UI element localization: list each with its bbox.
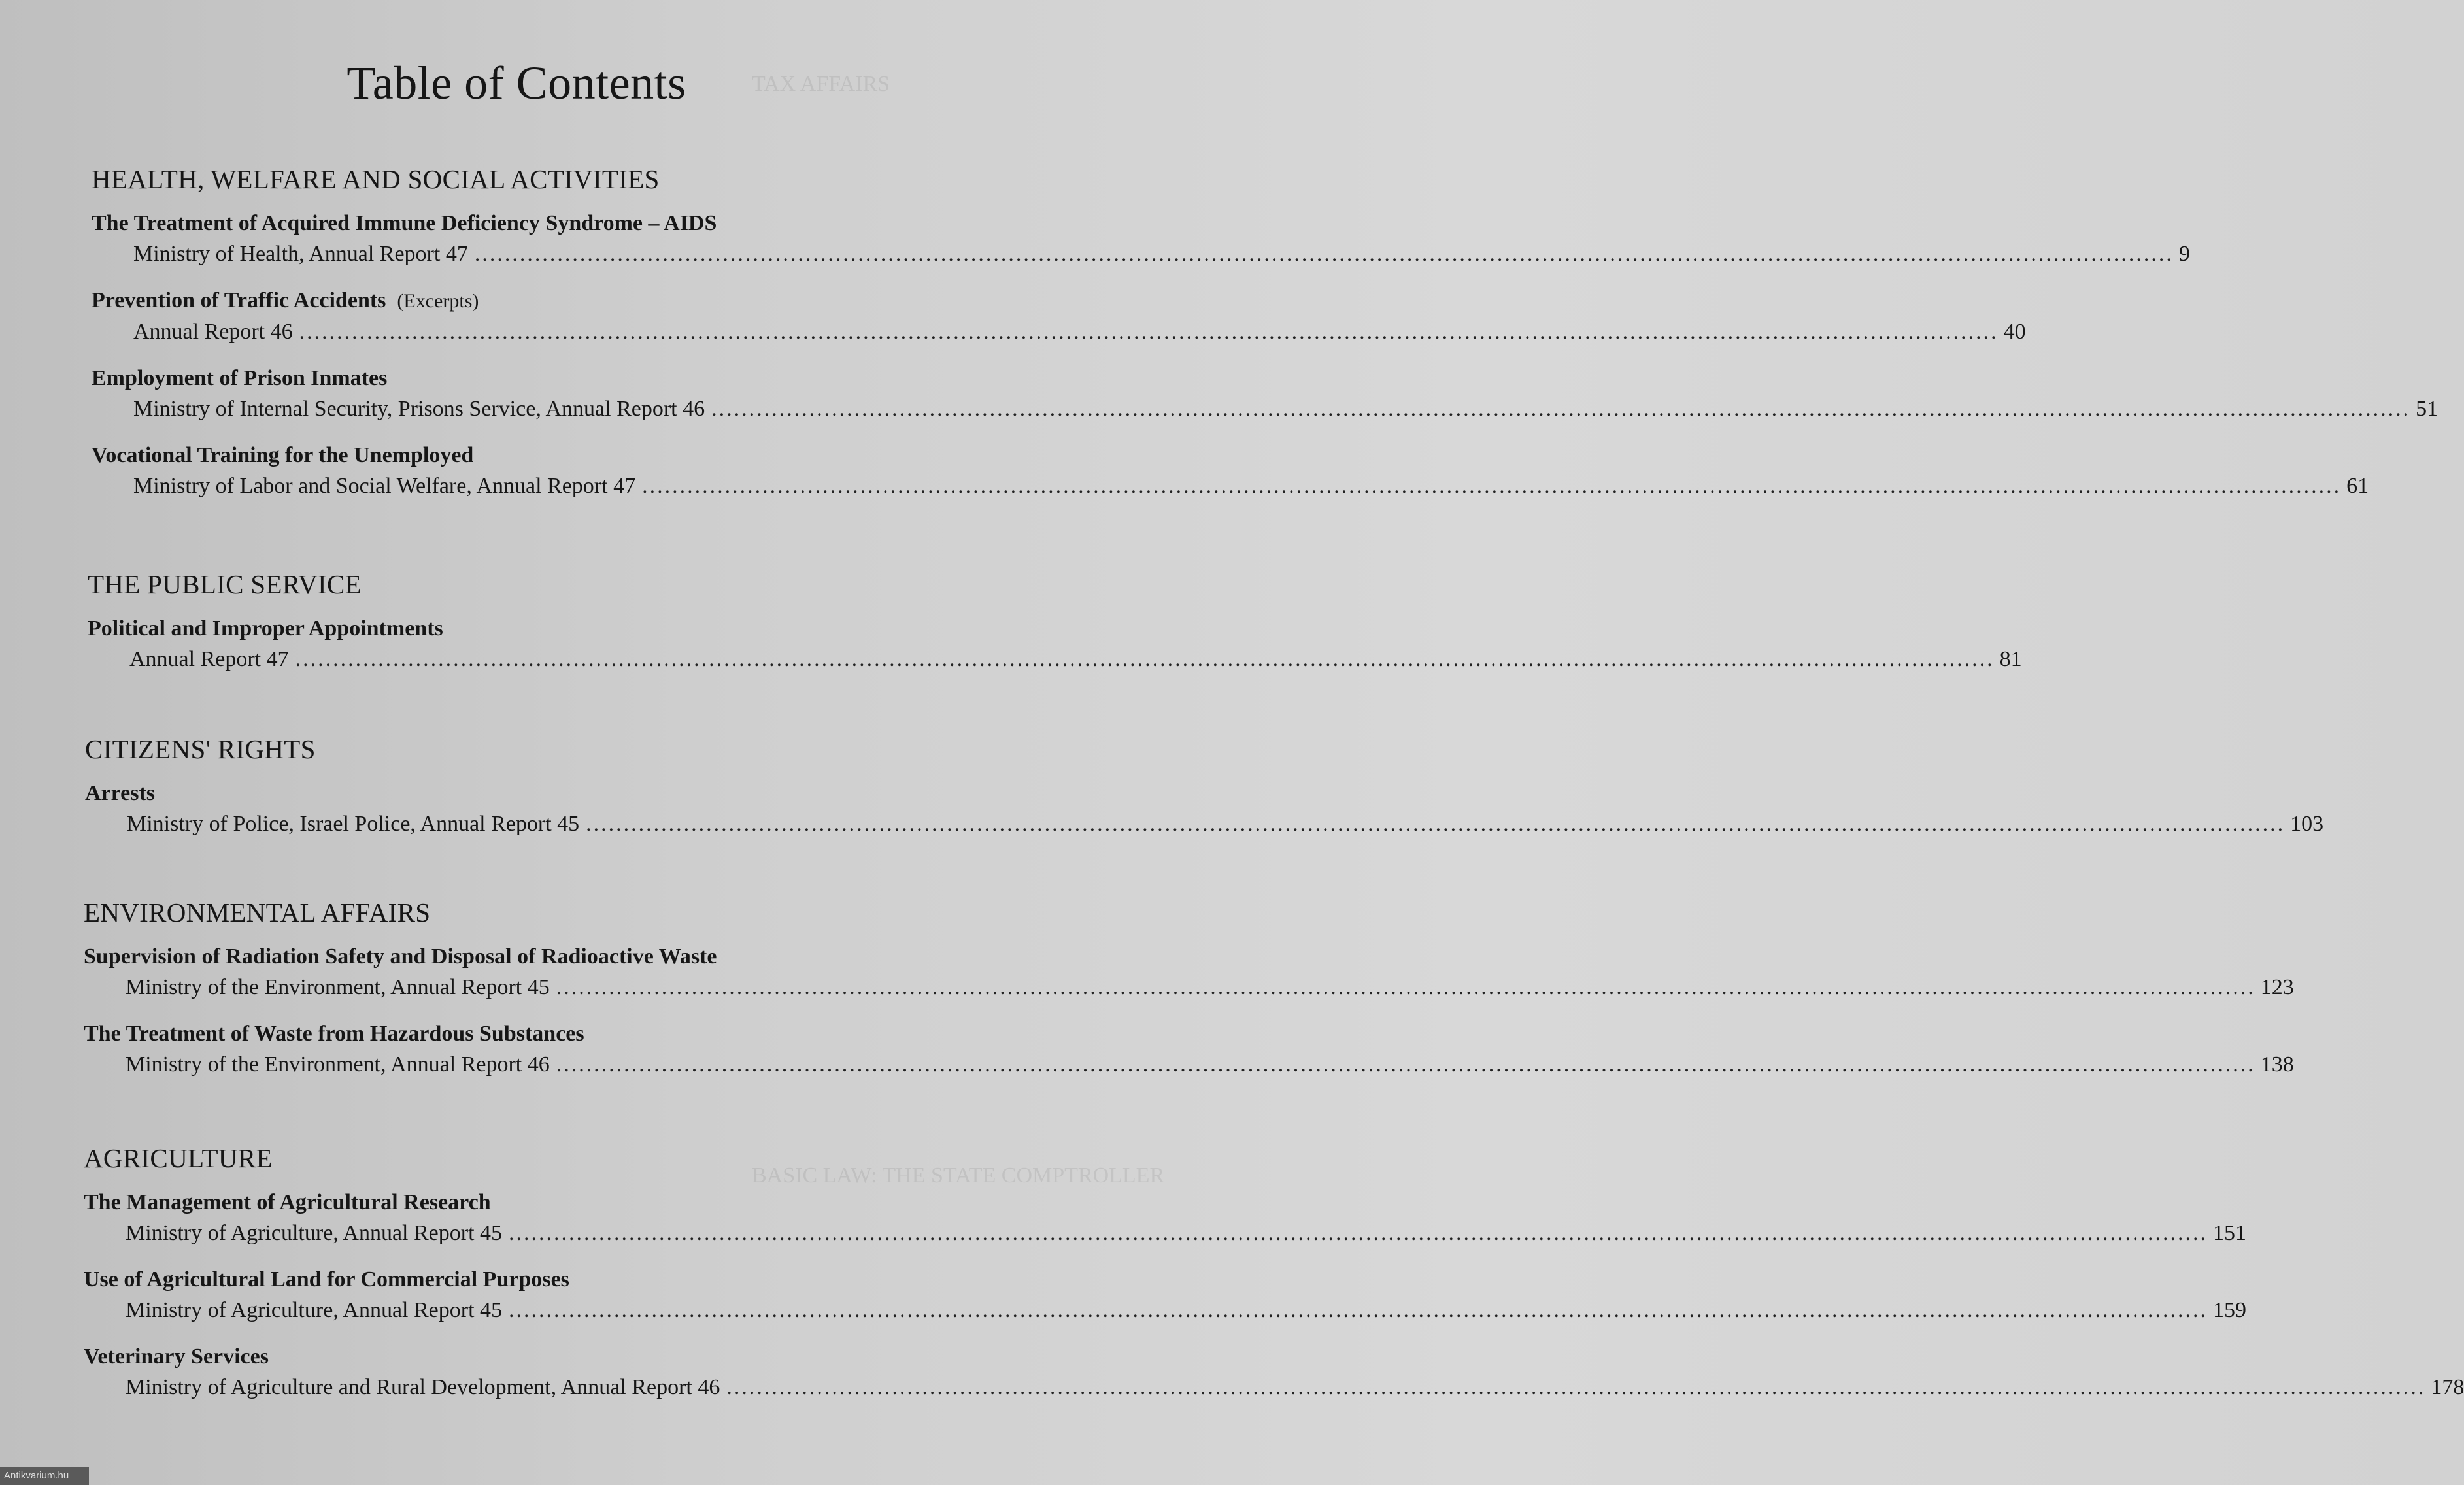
entry-page-number: 103 — [2290, 812, 2324, 836]
toc-entry[interactable] — [84, 1020, 2294, 1081]
toc-section — [85, 733, 2324, 856]
toc-entry[interactable] — [84, 1265, 2247, 1327]
entry-source: Ministry of Agriculture, Annual Report 45 — [126, 1298, 503, 1322]
section-heading: ENVIRONMENTAL AFFAIRS — [84, 897, 431, 927]
entry-source: Ministry of Health, Annual Report 47 — [133, 242, 468, 266]
section-heading: THE PUBLIC SERVICE — [88, 569, 362, 599]
entry-source: Ministry of Police, Israel Police, Annual Report 45 — [127, 812, 580, 836]
toc-entry[interactable] — [84, 1188, 2247, 1250]
entry-title: Prevention of Traffic Accidents (Excerpts) — [92, 288, 479, 312]
entry-page-number: 51 — [2416, 397, 2439, 421]
entry-line — [84, 971, 2294, 1004]
entry-title: Political and Improper Appointments — [88, 616, 443, 641]
toc-section — [84, 897, 2294, 1097]
entry-line — [92, 393, 2439, 425]
entry-source: Annual Report 46 — [133, 320, 293, 344]
show-through-text: BASIC LAW: THE STATE COMPTROLLER — [752, 1163, 1165, 1188]
section-heading: CITIZENS' RIGHTS — [85, 734, 316, 764]
leader-dots — [556, 971, 2255, 1004]
toc-section — [88, 569, 2022, 692]
entry-source: Ministry of Labor and Social Welfare, Annual Report 47 — [133, 474, 636, 498]
entry-title: Vocational Training for the Unemployed — [92, 443, 474, 467]
entry-page-number: 151 — [2213, 1221, 2247, 1245]
entry-page-number: 159 — [2213, 1298, 2247, 1322]
leader-dots — [509, 1294, 2208, 1327]
entry-line — [92, 316, 2026, 348]
entry-source: Annual Report 47 — [129, 647, 289, 671]
entry-source: Ministry of the Environment, Annual Report 46 — [126, 1052, 550, 1076]
entry-note: (Excerpts) — [397, 290, 479, 312]
leader-dots — [475, 238, 2174, 271]
entry-source: Ministry of Agriculture, Annual Report 45 — [126, 1221, 503, 1245]
entry-line — [88, 643, 2022, 676]
leader-dots — [299, 316, 1999, 348]
leader-dots — [711, 393, 2410, 425]
entry-title: Veterinary Services — [84, 1344, 269, 1369]
toc-entry[interactable] — [84, 943, 2294, 1004]
entry-line — [92, 238, 2190, 271]
entry-line — [84, 1217, 2247, 1250]
entry-source: Ministry of the Environment, Annual Report 45 — [126, 975, 550, 999]
toc-entry[interactable] — [88, 614, 2022, 676]
entry-page-number: 9 — [2178, 242, 2190, 266]
page-title: Table of Contents — [346, 57, 686, 109]
entry-page-number: 61 — [2346, 474, 2369, 498]
show-through-text: TAX AFFAIRS — [752, 72, 890, 96]
entry-line — [84, 1048, 2294, 1081]
entry-title: The Treatment of Waste from Hazardous Substances — [84, 1022, 584, 1046]
entry-title: Supervision of Radiation Safety and Disposal of Radioactive Waste — [84, 944, 717, 969]
entry-title: The Management of Agricultural Research — [84, 1190, 491, 1214]
entry-page-number: 178 — [2431, 1375, 2464, 1399]
toc-entry[interactable] — [85, 779, 2324, 841]
toc-entry[interactable] — [92, 286, 2026, 348]
entry-title: Employment of Prison Inmates — [92, 366, 388, 390]
entry-source: Ministry of Agriculture and Rural Development, Annual Report 46 — [126, 1375, 720, 1399]
entry-line — [92, 470, 2369, 503]
entry-title: The Treatment of Acquired Immune Deficiency Syndrome – AIDS — [92, 211, 717, 235]
entry-line — [84, 1294, 2247, 1327]
entry-page-number: 138 — [2260, 1052, 2294, 1076]
section-heading: HEALTH, WELFARE AND SOCIAL ACTIVITIES — [92, 164, 660, 194]
section-heading: AGRICULTURE — [84, 1143, 273, 1173]
entry-page-number: 40 — [2003, 320, 2026, 344]
entry-title: Arrests — [85, 781, 155, 805]
watermark: Antikvarium.hu — [0, 1467, 89, 1485]
toc-entry[interactable] — [92, 364, 2439, 425]
toc-section — [92, 163, 2439, 518]
leader-dots — [295, 643, 1995, 676]
toc-entry[interactable] — [84, 1343, 2464, 1404]
leader-dots — [509, 1217, 2208, 1250]
entry-title: Use of Agricultural Land for Commercial Purposes — [84, 1267, 569, 1292]
leader-dots — [586, 808, 2285, 841]
toc-entry[interactable] — [92, 441, 2369, 503]
leader-dots — [642, 470, 2341, 503]
entry-line — [84, 1371, 2464, 1404]
entry-line — [85, 808, 2324, 841]
toc-entry[interactable] — [92, 209, 2190, 271]
leader-dots — [726, 1371, 2425, 1404]
entry-page-number: 123 — [2260, 975, 2294, 999]
entry-page-number: 81 — [1999, 647, 2022, 671]
entry-source: Ministry of Internal Security, Prisons Service, Annual Report 46 — [133, 397, 705, 421]
leader-dots — [556, 1048, 2255, 1081]
